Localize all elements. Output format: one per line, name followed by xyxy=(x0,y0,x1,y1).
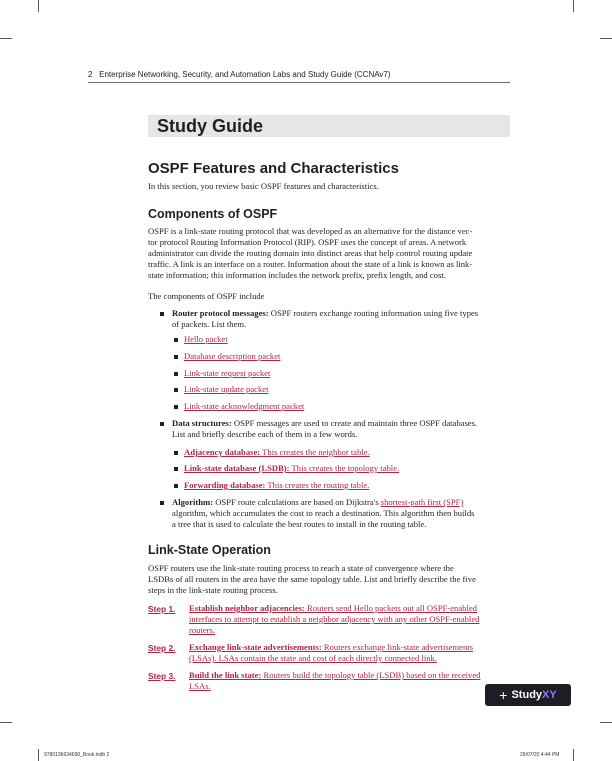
step-desc-line2: interfaces to attempt to establish a neighbor adjacency with any other OSPF-enabled xyxy=(189,614,480,624)
components-paragraph xyxy=(148,226,472,281)
footer-timestamp: 29/07/20 4:44 PM xyxy=(520,752,560,758)
crop-mark xyxy=(600,38,612,39)
database-desc: This creates the routing table. xyxy=(265,480,370,490)
data-structures-desc: OSPF messages are used to create and maintain three OSPF databases. xyxy=(231,418,478,428)
step-3-answer xyxy=(189,670,480,692)
running-header xyxy=(88,70,391,79)
database-item-forwarding xyxy=(184,480,369,491)
book-title: Enterprise Networking, Security, and Automation Labs and Study Guide (CCNAv7) xyxy=(99,70,391,79)
packet-item-lsr: Link-state request packet xyxy=(184,368,271,378)
section-intro: In this section, you review basic OSPF features and characteristics. xyxy=(148,181,379,191)
components-heading: Components of OSPF xyxy=(148,207,278,221)
database-desc: This creates the topology table. xyxy=(289,463,400,473)
step-desc-line2: LSAs. xyxy=(189,681,211,691)
paragraph-line: tor protocol Routing Information Protocol (RIP). OSPF uses the concept of areas. A network xyxy=(148,237,467,247)
algorithm-desc-line3: a tree that is used to calculate the best routes to install in the routing table. xyxy=(172,519,427,529)
algorithm-term: Algorithm: xyxy=(172,497,214,507)
packet-item-dbd: Database description packet xyxy=(184,351,281,361)
packet-item-lsu: Link-state update packet xyxy=(184,384,269,394)
router-protocol-bullet xyxy=(172,308,478,330)
step-desc-line3: routers. xyxy=(189,625,216,635)
logo-text-main: Study xyxy=(511,689,543,701)
step-term: Build the link state: xyxy=(189,670,262,680)
bullet-icon xyxy=(174,338,178,342)
database-term: Forwarding database: xyxy=(184,480,266,490)
router-protocol-desc-line2: of packets. List them. xyxy=(172,319,247,329)
step-label: Step 1. xyxy=(148,604,176,614)
paragraph-line: steps in the link-state routing process. xyxy=(148,585,278,595)
paragraph-line: OSPF routers use the link-state routing process to reach a state of convergence where the xyxy=(148,563,454,573)
database-item-adjacency xyxy=(184,447,370,458)
study-guide-title: Study Guide xyxy=(157,116,264,136)
step-1-answer xyxy=(189,603,479,636)
step-desc: Routers build the topology table (LSDB) based on the received xyxy=(261,670,481,680)
crop-mark xyxy=(0,722,12,723)
link-state-paragraph xyxy=(148,563,476,596)
bullet-icon xyxy=(160,422,164,426)
bullet-icon xyxy=(174,405,178,409)
crop-mark xyxy=(600,722,612,723)
paragraph-line: LSDBs of all routers in the area have the same topology table. List and briefly describe the five xyxy=(148,574,476,584)
step-label: Step 3. xyxy=(148,671,176,681)
section-title: OSPF Features and Characteristics xyxy=(148,160,399,177)
crop-mark xyxy=(0,38,12,39)
database-desc: This creates the neighbor table. xyxy=(260,447,370,457)
packet-item-lsack: Link-state acknowledgment packet xyxy=(184,401,305,411)
database-term: Adjacency database: xyxy=(184,447,261,457)
data-structures-desc-line2: List and briefly describe each of them in a few words. xyxy=(172,429,358,439)
router-protocol-desc: OSPF routers exchange routing information using five types xyxy=(268,308,479,318)
bullet-icon xyxy=(174,484,178,488)
header-rule xyxy=(88,82,510,83)
bullet-icon xyxy=(160,501,164,505)
step-2-answer xyxy=(189,642,473,664)
bullet-icon xyxy=(174,355,178,359)
crop-mark xyxy=(573,0,574,12)
spf-link: shortest-path first (SPF) xyxy=(380,497,464,507)
algorithm-desc-line2: algorithm, which accumulates the cost to reach a destination. This algorithm then builds xyxy=(172,508,475,518)
components-lead: The components of OSPF include xyxy=(148,291,265,301)
algorithm-desc: OSPF route calculations are based on Dijkstra's xyxy=(213,497,381,507)
bullet-icon xyxy=(174,388,178,392)
step-label: Step 2. xyxy=(148,643,176,653)
data-structures-bullet xyxy=(172,418,477,440)
paragraph-line: OSPF is a link-state routing protocol that was developed as an alternative for the distance vec- xyxy=(148,226,473,236)
bullet-icon xyxy=(174,467,178,471)
plus-icon: + xyxy=(499,687,508,703)
crop-mark xyxy=(573,749,574,761)
link-state-heading: Link-State Operation xyxy=(148,543,271,557)
database-item-lsdb xyxy=(184,463,399,474)
bullet-icon xyxy=(174,451,178,455)
algorithm-bullet xyxy=(172,497,474,530)
data-structures-term: Data structures: xyxy=(172,418,232,428)
step-desc: Routers exchange link-state advertisements xyxy=(321,642,474,652)
step-term: Exchange link-state advertisements: xyxy=(189,642,322,652)
packet-item-hello: Hello packet xyxy=(184,334,228,344)
bullet-icon xyxy=(160,312,164,316)
database-term: Link-state database (LSDB): xyxy=(184,463,290,473)
footer-file-info: 9780136634690_Book.indb 2 xyxy=(44,752,110,758)
studyxy-logo xyxy=(485,684,571,706)
step-term: Establish neighbor adjacencies: xyxy=(189,603,305,613)
paragraph-line: administrator can divide the routing domain into distinct areas that help control routing update xyxy=(148,248,473,258)
router-protocol-term: Router protocol messages: xyxy=(172,308,269,318)
logo-text-accent: XY xyxy=(542,689,557,701)
paragraph-line: state information; this information includes the network prefix, prefix length, and cost. xyxy=(148,270,446,280)
crop-mark xyxy=(38,0,39,12)
bullet-icon xyxy=(174,372,178,376)
paragraph-line: traffic. A link is an interface on a router. Information about the state of a link is known as link- xyxy=(148,259,473,269)
step-desc-line2: (LSAs). LSAs contain the state and cost of each directly connected link. xyxy=(189,653,437,663)
step-desc: Routers send Hello packets out all OSPF-enabled xyxy=(304,603,477,613)
page-number: 2 xyxy=(88,70,93,79)
crop-mark xyxy=(38,749,39,761)
